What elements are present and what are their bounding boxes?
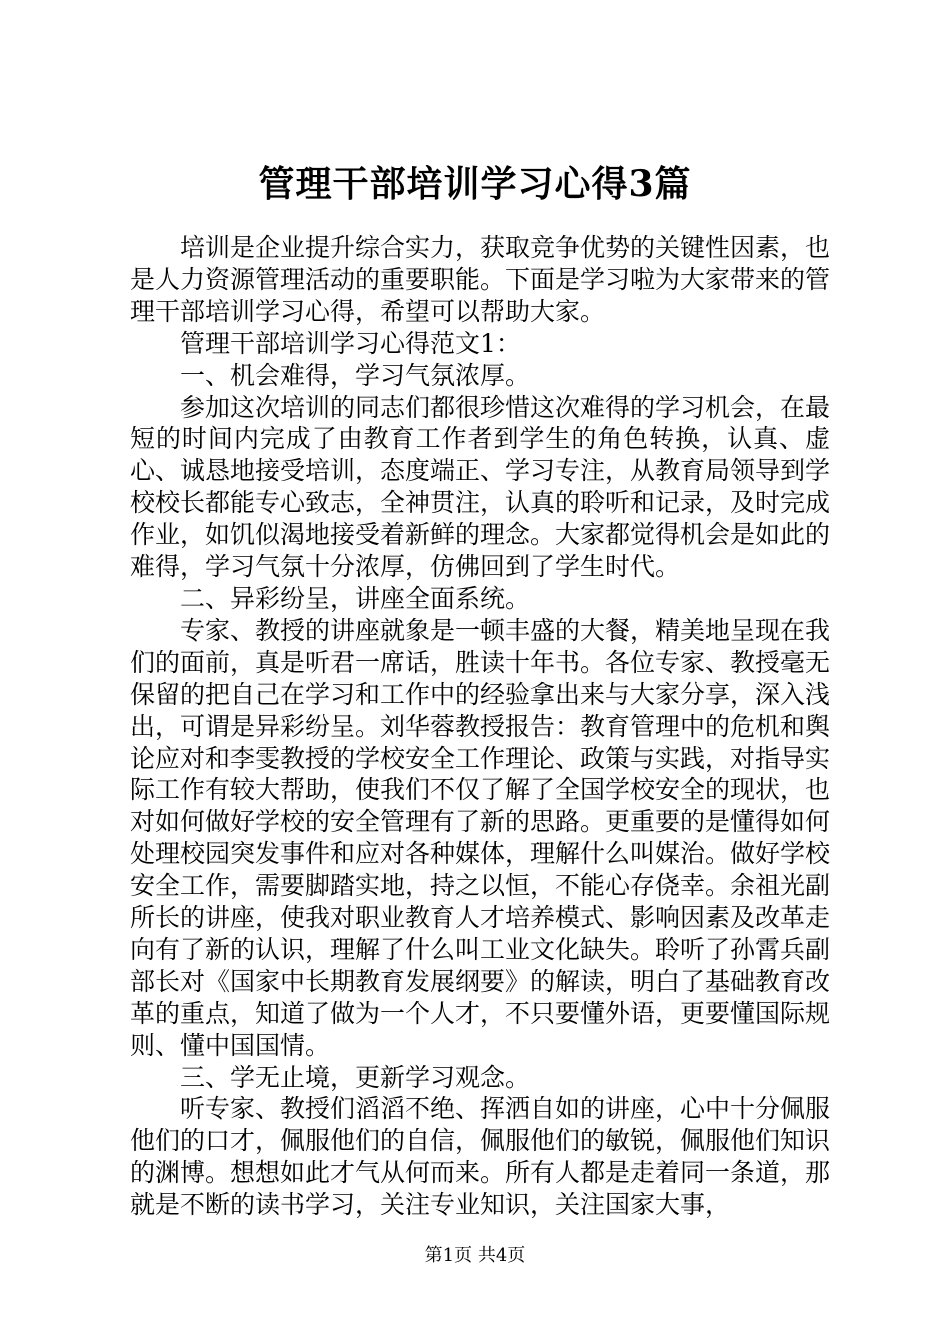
document-body — [130, 232, 830, 1221]
page-footer — [0, 1244, 950, 1268]
page-number: 第1页 — [424, 1245, 473, 1266]
section-heading-1: 一、机会难得，学习气氛浓厚。 — [180, 360, 531, 390]
section-heading-3: 三、学无止境，更新学习观念。 — [180, 1062, 531, 1092]
paragraph-section-2: 专家、教授的讲座就象是一顿丰盛的大餐，精美地呈现在我们的面前，真是听君一席话，胜读十年书。各位专家、教授毫无保留的把自己在学习和工作中的经验拿出来与大家分享，深入浅出，可谓是异彩纷呈。刘华蓉教授报告：教育管理中的危机和舆论应对和李雯教授的学校安全工作理论、政策与实践，对指导实际工作有较大帮助，使我们不仅了解了全国学校安全的现状，也对如何做好学校的安全管理有了新的思路。更重要的是懂得如何处理校园突发事件和应对各种媒体，理解什么叫媒治。做好学校安全工作，需要脚踏实地，持之以恒，不能心存侥幸。余祖光副所长的讲座，使我对职业教育人才培养模式、影响因素及改革走向有了新的认识，理解了什么叫工业文化缺失。聆听了孙霄兵副部长对《国家中长期教育发展纲要》的解读，明白了基础教育改革的重点，知道了做为一个人才，不只要懂外语，更要懂国际规则、懂中国国情。 — [130, 615, 831, 1060]
paragraph-sample-heading: 管理干部培训学习心得范文1： — [180, 328, 521, 358]
paragraph-section-1: 参加这次培训的同志们都很珍惜这次难得的学习机会，在最短的时间内完成了由教育工作者到学生的角色转换，认真、虚心、诚恳地接受培训，态度端正、学习专注，从教育局领导到学校校长都能专心致志，全神贯注，认真的聆听和记录，及时完成作业，如饥似渴地接受着新鲜的理念。大家都觉得机会是如此的难得，学习气氛十分浓厚，仿佛回到了学生时代。 — [130, 392, 831, 582]
section-heading-2: 二、异彩纷呈，讲座全面系统。 — [180, 583, 531, 613]
document-title: 管理干部培训学习心得3篇 — [258, 163, 692, 205]
paragraph-intro: 培训是企业提升综合实力，获取竞争优势的关键性因素，也是人力资源管理活动的重要职能。下面是学习啦为大家带来的管理干部培训学习心得，希望可以帮助大家。 — [130, 233, 831, 326]
page-total: 共4页 — [477, 1245, 526, 1266]
paragraph-section-3: 听专家、教授们滔滔不绝、挥洒自如的讲座，心中十分佩服他们的口才，佩服他们的自信，佩服他们的敏锐，佩服他们知识的渊博。想想如此才气从何而来。所有人都是走着同一条道，那就是不断的读书学习，关注专业知识，关注国家大事， — [130, 1094, 831, 1220]
